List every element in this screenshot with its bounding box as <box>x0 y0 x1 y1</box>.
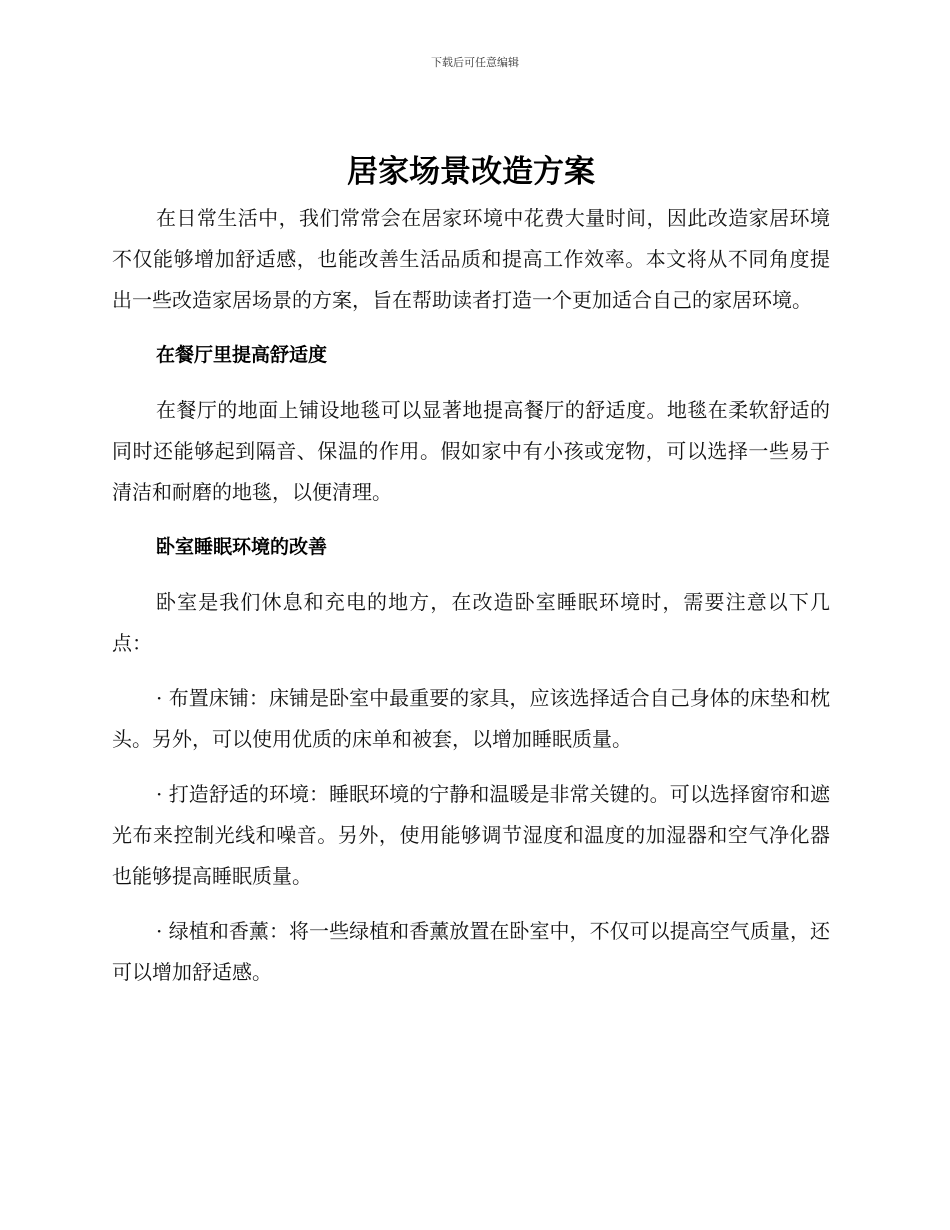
dining-paragraph: 在餐厅的地面上铺设地毯可以显著地提高餐厅的舒适度。地毯在柔软舒适的同时还能够起到隔音、保温的作用。假如家中有小孩或宠物，可以选择一些易于清洁和耐磨的地毯，以便清理。 <box>112 398 830 504</box>
document-title: 居家场景改造方案 <box>347 154 595 190</box>
section-heading-bedroom: 卧室睡眠环境的改善 <box>156 536 328 558</box>
section-heading-dining: 在餐厅里提高舒适度 <box>156 344 328 366</box>
bedroom-intro-paragraph: 卧室是我们休息和充电的地方，在改造卧室睡眠环境时，需要注意以下几点： <box>112 590 830 655</box>
document-body <box>112 150 830 993</box>
intro-paragraph: 在日常生活中，我们常常会在居家环境中花费大量时间，因此改造家居环境不仅能够增加舒适感，也能改善生活品质和提高工作效率。本文将从不同角度提出一些改造家居场景的方案，旨在帮助读者打造一个更加适合自己的家居环境。 <box>112 206 830 312</box>
bullet-plants: · 绿植和香薰：将一些绿植和香薰放置在卧室中，不仅可以提高空气质量，还可以增加舒适感。 <box>112 919 830 984</box>
bullet-bed: · 布置床铺：床铺是卧室中最重要的家具，应该选择适合自己身体的床垫和枕头。另外，可以使用优质的床单和被套，以增加睡眠质量。 <box>112 686 830 751</box>
bullet-environment: · 打造舒适的环境：睡眠环境的宁静和温暖是非常关键的。可以选择窗帘和遮光布来控制光线和噪音。另外，使用能够调节湿度和温度的加湿器和空气净化器也能够提高睡眠质量。 <box>112 782 830 888</box>
header-note: 下载后可任意编辑 <box>431 56 519 69</box>
